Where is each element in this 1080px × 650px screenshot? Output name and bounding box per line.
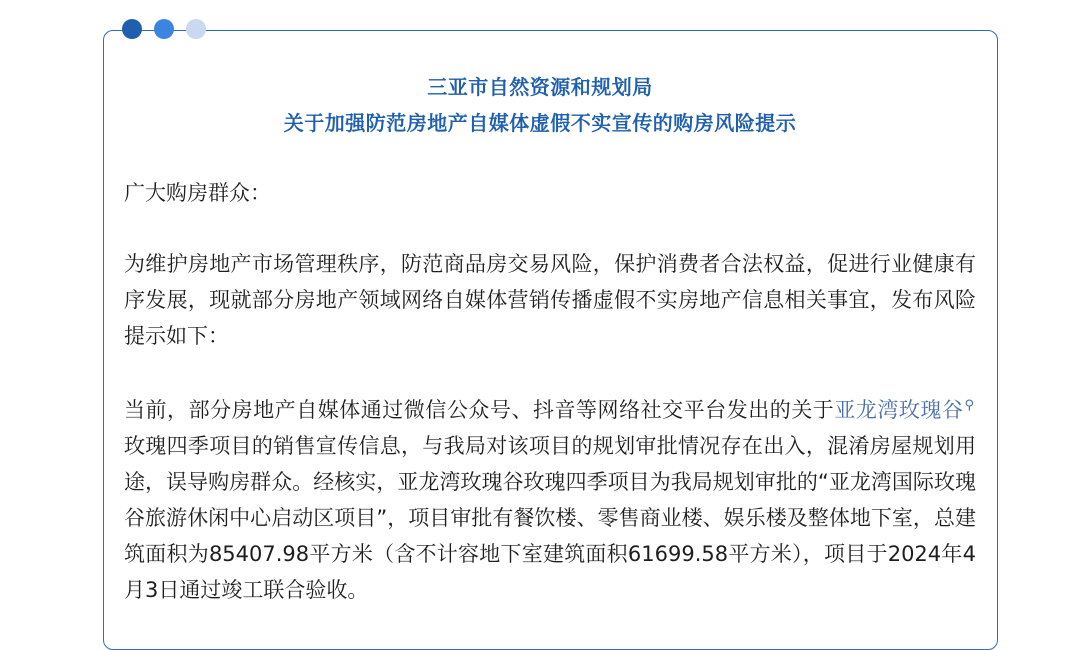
- dot-medium: [154, 19, 174, 39]
- dot-light: [186, 19, 206, 39]
- window-dots: [122, 19, 206, 39]
- page-subtitle: 关于加强防范房地产自媒体虚假不实宣传的购房风险提示: [283, 111, 797, 135]
- page-title: 三亚市自然资源和规划局: [427, 75, 653, 99]
- greeting: 广大购房群众：: [124, 181, 271, 205]
- paragraph-details: [124, 388, 976, 608]
- paragraph-details-rest: 玫瑰四季项目的销售宣传信息，与我局对该项目的规划审批情况存在出入，混淆房屋规划用途，误导购房群众。经核实，亚龙湾玫瑰谷玫瑰四季项目为我局规划审批的“亚龙湾国际玫瑰谷旅游休闲中心启动区项目”，项目审批有餐饮楼、零售商业楼、娱乐楼及整体地下室，总建筑面积为85407.98平方米（含不计容地下室建筑面积61699.58平方米），项目于2024年4月3日通过竣工联合验收。: [124, 434, 976, 602]
- paragraph-details-lead: 当前，部分房地产自媒体通过微信公众号、抖音等网络社交平台发出的关于: [124, 398, 835, 422]
- search-link-yalongwan-rose-valley[interactable]: 亚龙湾玫瑰谷: [834, 398, 964, 422]
- search-icon[interactable]: ⚲: [964, 398, 975, 413]
- paragraph-intro: 为维护房地产市场管理秩序，防范商品房交易风险，保护消费者合法权益，促进行业健康有序发展，现就部分房地产领域网络自媒体营销传播虚假不实房地产信息相关事宜，发布风险提示如下：: [124, 252, 976, 348]
- dot-dark: [122, 19, 142, 39]
